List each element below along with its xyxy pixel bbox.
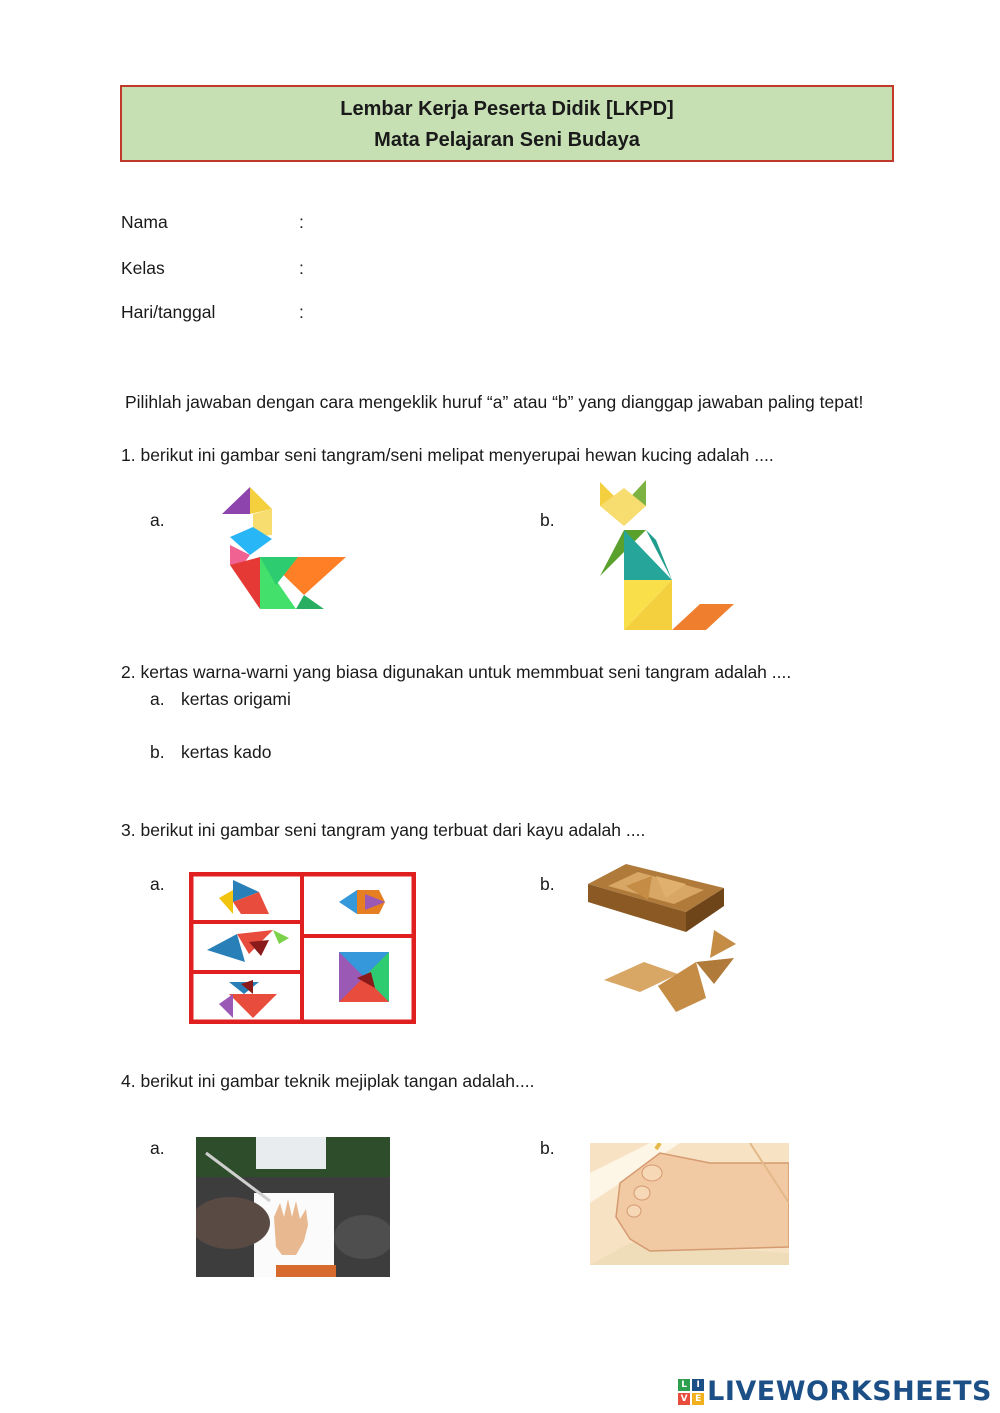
q1-option-a[interactable]: a. [150, 510, 165, 530]
q4-option-b[interactable]: b. [540, 1138, 555, 1158]
q4-option-a[interactable]: a. [150, 1138, 165, 1158]
q2-option-b-text[interactable]: kertas kado [181, 742, 272, 762]
q3-image-paper-tangram-collage [189, 872, 416, 1024]
q4-image-foot-tracing [590, 1143, 789, 1265]
date-label: Hari/tanggal [121, 302, 216, 322]
q2-option-b-letter[interactable]: b. [150, 742, 165, 762]
q4-image-hand-tracing [196, 1137, 390, 1277]
instruction-text: Pilihlah jawaban dengan cara mengeklik huruf “a” atau “b” yang dianggap jawaban paling tepat! [125, 392, 864, 412]
name-colon: : [299, 212, 304, 232]
worksheet-title: Lembar Kerja Peserta Didik [LKPD] [340, 98, 674, 120]
logo-mark-icon: L I V E [678, 1379, 704, 1405]
logo-text: LIVEWORKSHEETS [707, 1376, 992, 1407]
date-colon: : [299, 302, 304, 322]
name-label: Nama [121, 212, 168, 232]
q3-option-a[interactable]: a. [150, 874, 165, 894]
question-2-text: 2. kertas warna-warni yang biasa digunakan untuk memmbuat seni tangram adalah .... [121, 662, 792, 682]
question-4-text: 4. berikut ini gambar teknik mejiplak tangan adalah.... [121, 1071, 535, 1091]
class-colon: : [299, 258, 304, 278]
q2-option-a-text[interactable]: kertas origami [181, 689, 291, 709]
class-label: Kelas [121, 258, 165, 278]
question-3-text: 3. berikut ini gambar seni tangram yang terbuat dari kayu adalah .... [121, 820, 646, 840]
question-1-text: 1. berikut ini gambar seni tangram/seni melipat menyerupai hewan kucing adalah .... [121, 445, 774, 465]
title-box [120, 85, 894, 162]
q2-option-a-letter[interactable]: a. [150, 689, 165, 709]
q1-image-cat-tangram [596, 480, 736, 642]
q3-image-wooden-tangram [586, 862, 742, 1020]
q1-image-swan-tangram [220, 487, 350, 614]
liveworksheets-logo [678, 1376, 992, 1407]
q1-option-b[interactable]: b. [540, 510, 555, 530]
subject-title: Mata Pelajaran Seni Budaya [374, 129, 640, 151]
q3-option-b[interactable]: b. [540, 874, 555, 894]
